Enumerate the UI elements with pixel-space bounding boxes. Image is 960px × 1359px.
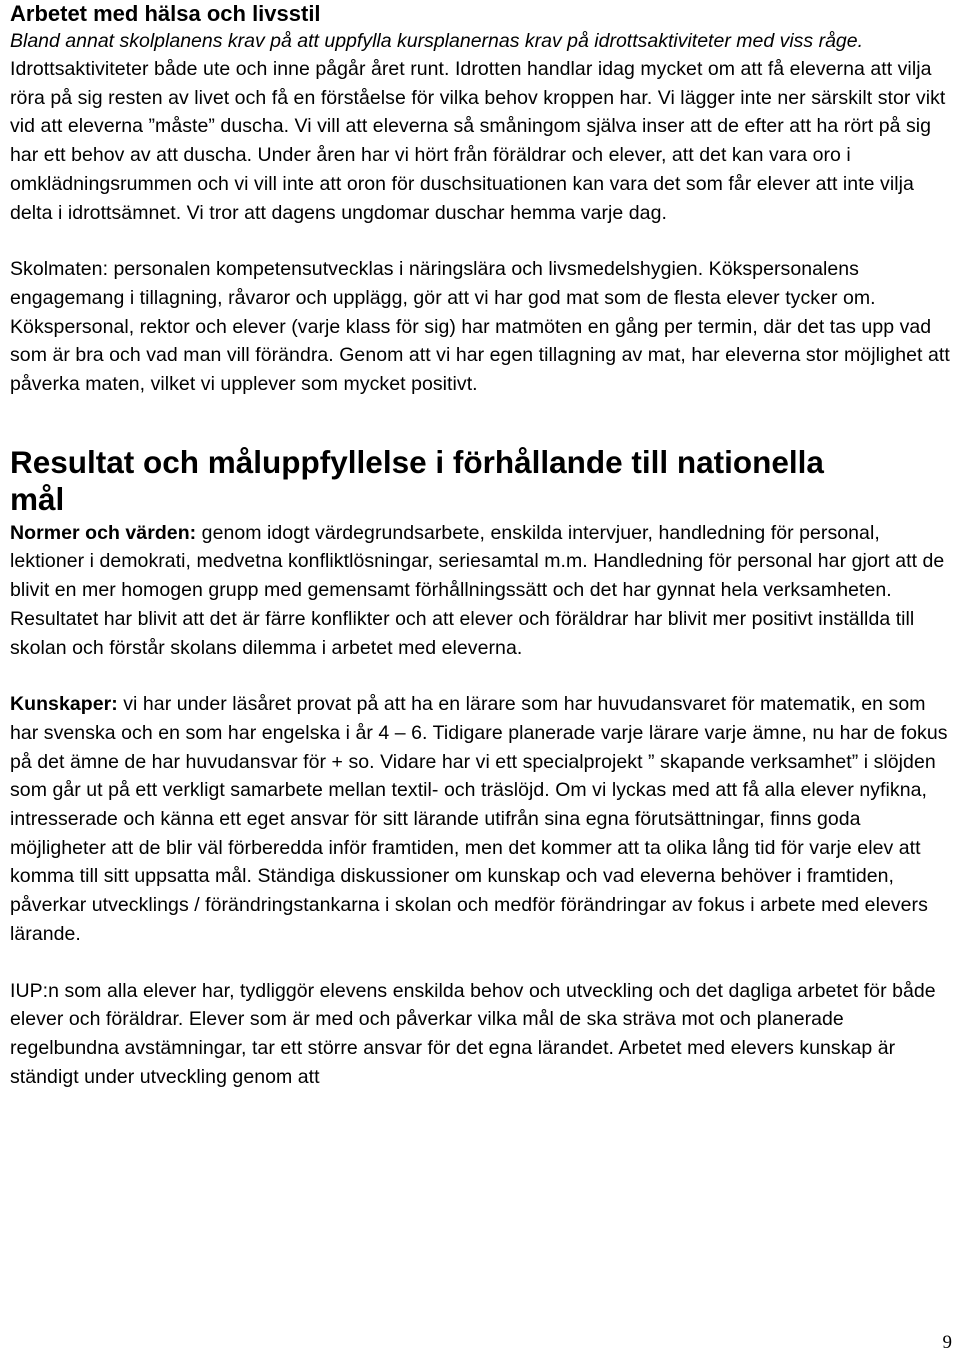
paragraph-school-food: Skolmaten: personalen kompetensutvecklas i näringslära och livsmedelshygien. Kökspersonalens engagemang i tillagning, råvaror och upplägg, gör att vi har god mat som de flesta elever tycker om. Kökspersonal, rektor och elever (varje klass för sig) har matmöten en gång per termin, där det tas upp vad som är bra och vad man vill förändra. Genom att vi har egen tillagning av mat, har eleverna stor möjlighet att påverka maten, vilket vi upplever som mycket positivt. <box>10 258 950 396</box>
norms-text: genom idogt värdegrundsarbete, enskilda intervjuer, handledning för personal, lektioner i demokrati, medvetna konfliktlösningar, seriesamtal m.m. Handledning för personal har gjort att de blivit en mer homogen grupp med gemensamt förhållningssätt och det har gynnat hela verksamheten. Resultatet har blivit att det är färre konflikter och att elever och föräldrar har blivit mer positivt inställda till skolan och förstår skolans dilemma i arbetet med eleverna. <box>10 521 945 659</box>
norms-lead: Normer och värden: <box>10 521 197 544</box>
section-heading-health: Arbetet med hälsa och livsstil <box>10 1 321 26</box>
section-heading-results: Resultat och måluppfyllelse i förhållande till nationella mål <box>10 443 824 517</box>
paragraph-sports: Idrottsaktiviteter både ute och inne pågår året runt. Idrotten handlar idag mycket om att få eleverna att vilja röra på sig resten av livet och få en förståelse för vilka behov kroppen har. Vi lägger inte ner särskilt stor vikt vid att eleverna ”måste” duscha. Vi vill att eleverna så småningom själva inser att de efter att ha rört på sig har ett behov av att duscha. Under åren har vi hört från föräldrar och elever, att det kan vara oro i omklädningsrummen och vi vill inte att oron för duschsituationen kan vara det som får elever att inte vilja delta i idrottsämnet. Vi tror att dagens ungdomar duschar hemma varje dag. <box>10 58 946 224</box>
page-number: 9 <box>942 1332 952 1353</box>
paragraph-norms <box>10 519 958 663</box>
knowledge-lead: Kunskaper: <box>10 693 118 716</box>
paragraph-iup: IUP:n som alla elever har, tydliggör elevens enskilda behov och utveckling och det dagliga arbetet för både elever och föräldrar. Elever som är med och påverkar vilka mål de ska sträva mot och planerade regelbundna avstämningar, tar ett större ansvar för det egna lärandet. Arbetet med elevers kunskap är ständigt under utveckling genom att <box>10 979 936 1088</box>
section-subtitle: Bland annat skolplanens krav på att uppfylla kursplanernas krav på idrottsaktiviteter med viss råge. <box>10 30 864 52</box>
knowledge-text: vi har under läsåret provat på att ha en lärare som har huvudansvaret för matematik, en som har svenska och en som har engelska i år 4 – 6. Tidigare planerade varje lärare varje ämne, nu har de fokus på det ämne de har huvudansvar för + so. Vidare har vi ett specialprojekt ” skapande verksamhet” i slöjden som går ut på ett verkligt samarbete mellan textil- och träslöjd. Om vi lyckas med att få alla elever nyfikna, intresserade och känna ett eget ansvar för sitt lärande utifrån sina egna förutsättningar, finns goda möjligheter att de blir väl förberedda inför framtiden, men det kommer att ta olika lång tid för varje elev att komma till sitt uppsatta mål. Ständiga diskussioner om kunskap och vad eleverna behöver i framtiden, påverkar utvecklings / förändringstankarna i skolan och medför förändringar av fokus i arbete med elevers lärande. <box>10 693 948 945</box>
paragraph-knowledge <box>10 690 958 948</box>
document-page <box>10 0 958 1091</box>
